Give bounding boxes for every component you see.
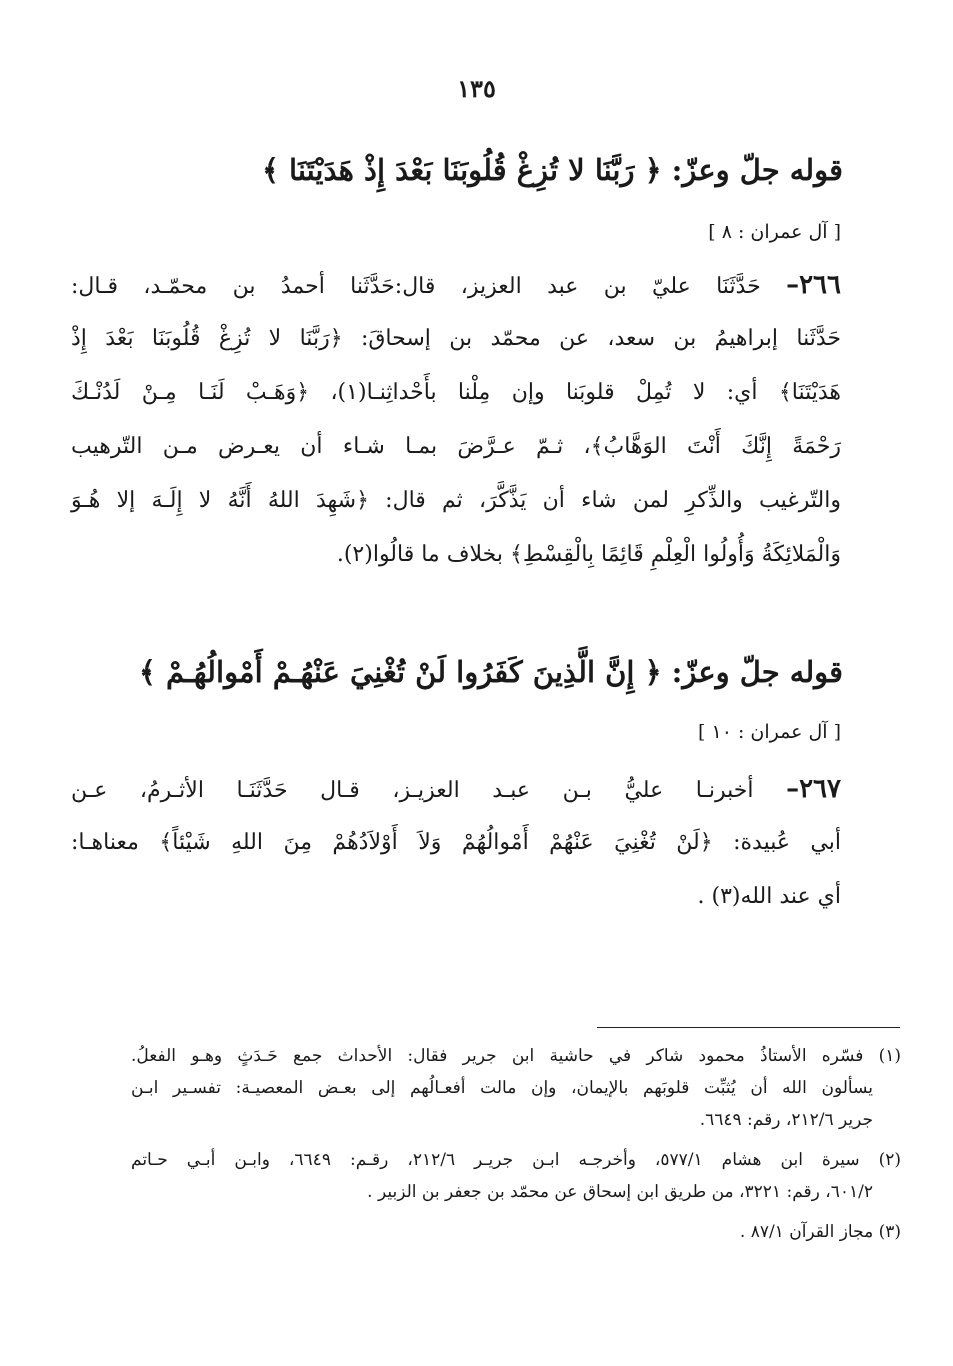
paragraph-line: هَدَيْتَنَا﴾ أي: لا تُمِلْ قلوبَنا وإن مِلْنا بأَحْداثِنـا(١)، ﴿وَهَـبْ لَنَـا مِـنْ لَدُنْـكَ bbox=[71, 380, 841, 405]
footnote-line: (١) فسّره الأستاذُ محمود شاكر في حاشية ابن جرير فقال: الأحداث جمع حَـدَثٍ وهـو الفعلُ. bbox=[131, 1046, 901, 1066]
paragraph-line: وَالْمَلائِكَةُ وَأُولُوا الْعِلْمِ قَائِمًا بِالْقِسْطِ﴾ بخلاف ما قالُوا(٢). bbox=[336, 542, 841, 567]
footnote-line: جرير ٢١٢/٦، رقم: ٦٦٤٩. bbox=[699, 1110, 873, 1130]
page-number: ١٣٥ bbox=[457, 74, 496, 103]
line-text: حَدَّثَنَا عليّ بن عبد العزيز، قال:حَدَّثَنا أحمدُ بن محمّـد، قـال: bbox=[71, 274, 761, 299]
paragraph-line: أي عند الله(٣) . bbox=[697, 884, 841, 909]
paragraph-line bbox=[71, 762, 841, 816]
line-text: أخبرنـا عليُّ بـن عبـد العزيـز، قـال حَدَّثَنَـا الأثـرمُ، عـن bbox=[71, 778, 754, 803]
section-heading-1: قوله جلّ وعزّ: ﴿ رَبَّنَا لا تُزِغْ قُلُوبَنَا بَعْدَ إِذْ هَدَيْتَنَا ﴾ bbox=[261, 153, 843, 187]
paragraph-line: والتّرغيب والذِّكرِ لمن شاء أن يَذَّكَّرَ، ثم قال: ﴿شَهِدَ اللهُ أَنَّهُ لا إِلَـهَ إلا هُـوَ bbox=[71, 488, 841, 513]
paragraph-line: حَدَّثَنا إبراهيمُ بن سعد، عن محمّد بن إسحاقَ: ﴿رَبَّنَا لا تُزِغْ قُلُوبَنَا بَعْدَ إِذْ bbox=[71, 326, 841, 351]
footnote-line: ٦٠١/٢، رقم: ٣٢٢١، من طريق ابن إسحاق عن محمّد بن جعفر بن الزبير . bbox=[367, 1182, 873, 1202]
section-heading-2: قوله جلّ وعزّ: ﴿ إِنَّ الَّذِينَ كَفَرُوا لَنْ تُغْنِيَ عَنْهُـمْ أَمْوالُهُـمْ ﴾ bbox=[138, 655, 843, 689]
quran-reference-2: [ آل عمران : ١٠ ] bbox=[698, 721, 841, 743]
paragraph-line bbox=[71, 258, 841, 312]
hadith-paragraph-266 bbox=[71, 258, 841, 582]
hadith-number: ٢٦٧– bbox=[786, 774, 841, 804]
paragraph-line: أبي عُبيدة: ﴿لَنْ تُغْنِيَ عَنْهُمْ أَمْوالُهُمْ وَلاَ أَوْلاَدُهُمْ مِنَ اللهِ شَيْئاً﴾ معناهـا: bbox=[71, 830, 841, 855]
footnotes bbox=[131, 1040, 901, 1248]
quran-reference-1: [ آل عمران : ٨ ] bbox=[708, 221, 841, 243]
footnote-line: (٣) مجاز القرآن ٨٧/١ . bbox=[739, 1222, 901, 1242]
hadith-number: ٢٦٦– bbox=[786, 270, 841, 300]
footnote-line: يسألون الله أن يُثبِّت قلوبَهم بالإيمان، وإن مالت أفعـالُهم إلى بعـض المعصيـة: تفسـير ابـن bbox=[131, 1078, 873, 1098]
footnote-separator bbox=[597, 1027, 900, 1028]
hadith-paragraph-267 bbox=[71, 762, 841, 924]
footnote-line: (٢) سيرة ابن هشام ٥٧٧/١، وأخرجـه ابـن جريـر ٢١٢/٦، رقـم: ٦٦٤٩، وابـن أبـي حـاتم bbox=[131, 1150, 902, 1170]
paragraph-line: رَحْمَةً إِنَّكَ أَنْتَ الوَهَّابُ﴾، ثـمّ عـرَّضَ بمـا شـاء أن يعـرض مـن التّرهيب bbox=[71, 434, 841, 459]
